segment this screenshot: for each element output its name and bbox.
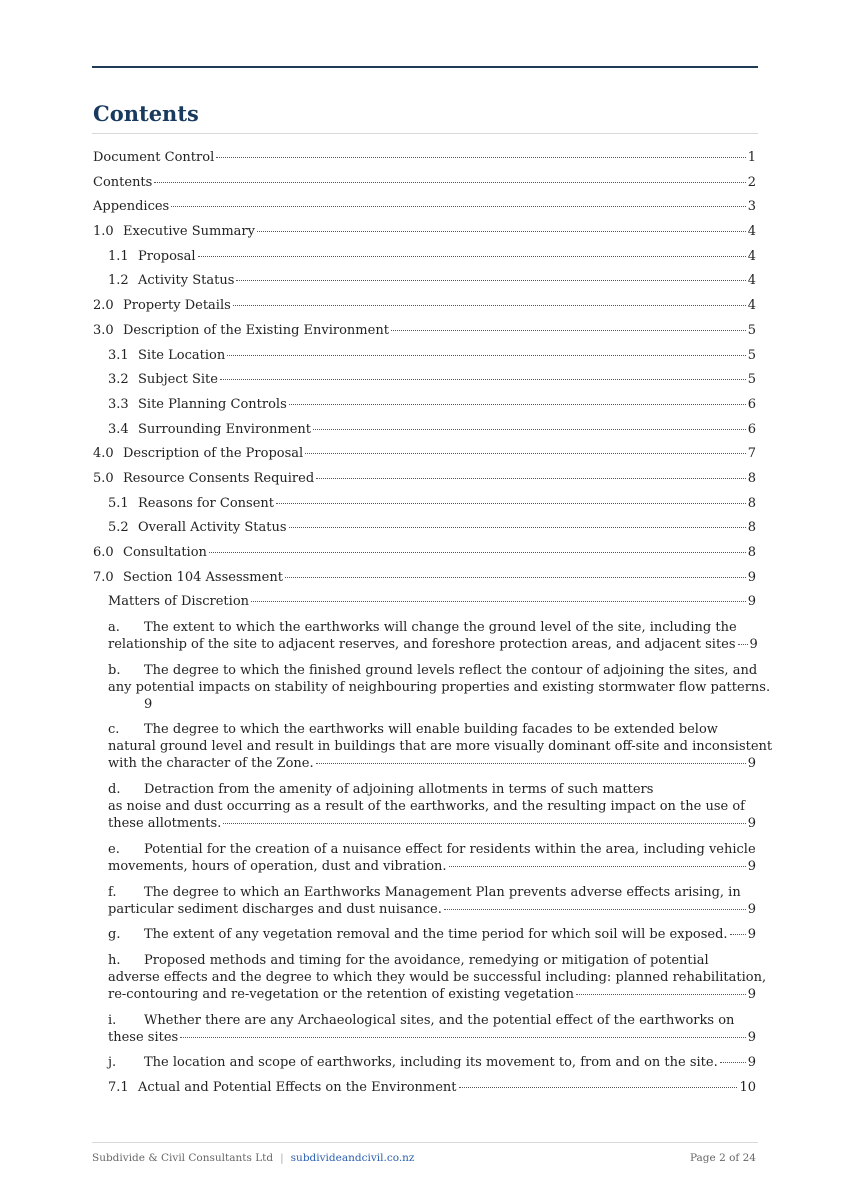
title-rule <box>92 133 758 134</box>
dot-leader <box>198 255 746 257</box>
dot-leader <box>180 1037 746 1038</box>
matter-entry[interactable] <box>93 841 756 875</box>
footer-website-link[interactable]: subdivideandcivil.co.nz <box>290 1152 415 1164</box>
toc-entry-number: 3.2 <box>108 372 129 388</box>
toc-entry[interactable] <box>93 471 756 487</box>
toc-entry[interactable] <box>93 1080 756 1096</box>
matter-line <box>108 755 756 772</box>
matter-letter: e. <box>108 841 120 857</box>
dot-leader <box>171 205 745 207</box>
matter-text: movements, hours of operation, dust and vibration. <box>108 858 447 874</box>
toc-entry-page: 10 <box>739 1079 756 1095</box>
matter-first-line <box>108 926 756 943</box>
matter-text: particular sediment discharges and dust nuisance. <box>108 901 442 917</box>
toc-entry-title <box>93 570 283 586</box>
toc-entry[interactable] <box>93 175 756 191</box>
matter-text: relationship of the site to adjacent reserves, and foreshore protection areas, and adjacent sites <box>108 637 736 653</box>
header-rule <box>92 66 758 68</box>
toc-entry[interactable] <box>93 150 756 166</box>
toc-entry[interactable] <box>93 397 756 413</box>
toc-entry-label: Actual and Potential Effects on the Environment <box>138 1079 457 1095</box>
matter-entry[interactable] <box>93 781 756 832</box>
toc-entry-title <box>93 471 314 487</box>
table-of-contents <box>93 150 773 1105</box>
toc-entry-title <box>93 199 169 215</box>
toc-entry-page: 5 <box>747 372 756 388</box>
toc-entry-number: 3.3 <box>108 396 129 412</box>
toc-entry-page: 8 <box>747 545 756 560</box>
toc-entry[interactable] <box>93 298 756 314</box>
toc-entry-label: Matters of Discretion <box>108 594 250 610</box>
matter-text: Proposed methods and timing for the avoidance, remedying or mitigation of potential <box>144 952 709 968</box>
dot-leader <box>720 1062 746 1063</box>
matter-page: 9 <box>747 816 756 832</box>
matter-entry[interactable] <box>93 1054 756 1071</box>
matter-text: natural ground level and result in buildings that are more visually dominant off-site and inconsistent <box>108 739 773 755</box>
toc-entry-title <box>108 422 311 438</box>
toc-entry-label: Activity Status <box>138 273 235 289</box>
toc-entry-number: 7.0 <box>93 569 114 585</box>
dot-leader <box>316 763 746 764</box>
matter-page: 9 <box>747 927 756 943</box>
toc-entry-page: 4 <box>747 273 756 289</box>
matter-letter: d. <box>108 782 121 798</box>
toc-entry[interactable] <box>93 496 756 512</box>
dot-leader <box>444 909 746 910</box>
toc-entry-title <box>108 520 287 536</box>
toc-entry-page: 6 <box>747 421 756 437</box>
toc-entry[interactable] <box>93 570 756 586</box>
toc-entry-page: 7 <box>747 446 756 462</box>
toc-entry-number: 4.0 <box>93 446 114 462</box>
toc-entry-title <box>93 545 207 561</box>
dot-leader <box>276 502 746 504</box>
toc-entry-label: Site Planning Controls <box>138 396 287 412</box>
matter-letter: g. <box>108 927 121 943</box>
footer-rule <box>92 1142 758 1143</box>
dot-leader <box>209 551 746 553</box>
toc-entry-label: Consultation <box>123 545 207 560</box>
matter-text: Whether there are any Archaeological sites, and the potential effect of the earthworks on <box>144 1012 735 1028</box>
matter-entry[interactable] <box>93 662 771 713</box>
toc-entry[interactable] <box>93 372 756 388</box>
toc-entry-page: 5 <box>747 347 756 363</box>
matter-text: with the character of the Zone. <box>108 756 314 772</box>
matter-page: 9 <box>749 637 758 653</box>
toc-entry-label: Surrounding Environment <box>138 421 311 437</box>
toc-entry[interactable] <box>93 545 756 561</box>
dot-leader <box>289 403 746 405</box>
toc-entry-label: Section 104 Assessment <box>123 569 283 585</box>
toc-entry[interactable] <box>93 273 756 289</box>
toc-entry-page: 4 <box>747 224 756 240</box>
matter-text: The degree to which the finished ground levels reflect the contour of adjoining the sites, and <box>144 662 758 678</box>
matter-line <box>108 1029 756 1046</box>
toc-entry-label: Appendices <box>93 199 170 215</box>
dot-leader <box>305 452 746 454</box>
matter-entry[interactable] <box>93 926 756 943</box>
matter-text: re-contouring and re-vegetation or the retention of existing vegetation <box>108 986 574 1002</box>
dot-leader <box>391 329 746 331</box>
toc-entry-label: Subject Site <box>138 372 218 388</box>
matter-text: The degree to which an Earthworks Management Plan prevents adverse effects arising, in <box>144 884 741 900</box>
toc-entry[interactable] <box>93 446 756 462</box>
toc-entry-number: 5.0 <box>93 470 114 486</box>
toc-entry-title <box>108 348 225 364</box>
toc-entry-page: 6 <box>747 396 756 412</box>
matter-page: 9 <box>747 901 756 917</box>
toc-entry-title <box>108 594 249 610</box>
toc-entry-page: 8 <box>747 520 756 536</box>
matter-line <box>108 986 756 1003</box>
toc-entry-number: 2.0 <box>93 298 114 314</box>
toc-entry[interactable] <box>93 249 756 265</box>
dot-leader <box>449 866 746 867</box>
toc-entry-label: Document Control <box>93 150 215 165</box>
toc-entry-page: 8 <box>747 470 756 486</box>
footer-page-number: Page 2 of 24 <box>689 1152 756 1164</box>
matter-line <box>108 679 771 696</box>
matter-first-line <box>108 781 756 798</box>
dot-leader <box>289 526 746 528</box>
dot-leader <box>233 304 746 306</box>
toc-entry-title <box>93 175 152 191</box>
matter-text: The location and scope of earthworks, including its movement to, from and on the site. <box>144 1055 718 1071</box>
toc-entry-page: 3 <box>747 199 756 215</box>
dot-leader <box>223 823 745 824</box>
matter-entry[interactable] <box>93 1012 756 1046</box>
toc-entry[interactable] <box>93 323 756 339</box>
dot-leader <box>576 994 746 995</box>
matter-first-line <box>108 1012 756 1029</box>
footer-separator: | <box>280 1152 284 1164</box>
matter-page: 9 <box>747 1029 756 1045</box>
toc-entry-number: 1.0 <box>93 224 114 240</box>
toc-entry-number: 3.1 <box>108 347 129 363</box>
matter-line <box>108 901 756 918</box>
toc-entry-number: 7.1 <box>108 1079 129 1095</box>
dot-leader <box>738 644 748 645</box>
toc-entry-number: 3.0 <box>93 322 114 338</box>
matter-page: 9 <box>747 1055 756 1071</box>
matter-text: Detraction from the amenity of adjoining allotments in terms of such matters <box>144 782 654 798</box>
matter-line <box>108 815 756 832</box>
matter-text: these sites <box>108 1029 179 1045</box>
dot-leader <box>227 354 746 356</box>
toc-entry-title <box>108 397 287 413</box>
matter-letter: a. <box>108 620 120 636</box>
matter-line <box>108 858 756 875</box>
matter-letter: f. <box>108 884 117 900</box>
toc-entry-number: 5.2 <box>108 520 129 536</box>
matter-entry[interactable] <box>93 721 773 772</box>
dot-leader <box>154 181 745 183</box>
toc-entry-page: 4 <box>747 248 756 264</box>
toc-entry[interactable] <box>93 594 756 610</box>
matter-page: 9 <box>747 986 756 1002</box>
toc-entry-label: Property Details <box>123 298 231 314</box>
toc-entry-title <box>93 298 231 314</box>
matter-text: any potential impacts on stability of neighbouring properties and existing stormwater flow patterns. <box>108 679 771 695</box>
matter-page: 9 <box>144 696 153 712</box>
dot-leader <box>236 279 745 281</box>
matter-text: adverse effects and the degree to which they would be successful including: planned rehabilitation, <box>108 969 767 985</box>
matter-entry[interactable] <box>93 884 756 918</box>
toc-entry-number: 5.1 <box>108 495 129 511</box>
matter-letter: c. <box>108 722 120 738</box>
matter-first-line <box>108 841 756 858</box>
dot-leader <box>216 156 745 158</box>
matter-line <box>108 636 756 653</box>
toc-entry-title <box>108 372 218 388</box>
matter-first-line <box>108 1054 756 1071</box>
matter-text: these allotments. <box>108 816 222 832</box>
toc-entry[interactable] <box>93 348 756 364</box>
toc-entry[interactable] <box>93 520 756 536</box>
matter-page: 9 <box>747 858 756 874</box>
matter-first-line <box>108 721 756 738</box>
toc-entry-number: 1.2 <box>108 273 129 289</box>
dot-leader <box>730 934 746 935</box>
toc-entry-number: 3.4 <box>108 421 129 437</box>
toc-entry-title <box>108 496 274 512</box>
dot-leader <box>313 428 746 430</box>
toc-entry-label: Executive Summary <box>123 224 255 240</box>
toc-entry-title <box>93 224 255 240</box>
matter-line <box>108 738 773 755</box>
toc-entry-page: 9 <box>747 594 756 610</box>
toc-entry-page: 4 <box>747 298 756 314</box>
toc-entry-label: Description of the Proposal <box>123 446 304 462</box>
toc-entry-page: 2 <box>747 174 756 190</box>
matter-entry[interactable] <box>93 619 756 653</box>
toc-entry-title <box>93 150 214 166</box>
matter-letter: j. <box>108 1055 117 1071</box>
toc-entry-title <box>93 446 303 462</box>
toc-entry-page: 8 <box>747 495 756 511</box>
matter-line <box>108 969 767 986</box>
page-footer <box>92 1152 756 1164</box>
matter-text: as noise and dust occurring as a result of the earthworks, and the resulting impact on the use of <box>108 799 745 815</box>
toc-entry-label: Resource Consents Required <box>123 470 315 486</box>
toc-entry-page: 5 <box>747 322 756 338</box>
matter-text: The extent of any vegetation removal and the time period for which soil will be exposed. <box>144 927 728 943</box>
matter-letter: i. <box>108 1012 117 1028</box>
toc-entry-label: Overall Activity Status <box>138 520 287 536</box>
matter-first-line <box>108 952 756 969</box>
toc-entry-label: Description of the Existing Environment <box>123 322 389 338</box>
toc-entry-title <box>108 249 196 265</box>
matter-line <box>108 798 756 815</box>
toc-entry-number: 6.0 <box>93 545 114 560</box>
dot-leader <box>220 378 746 380</box>
toc-entry[interactable] <box>93 422 756 438</box>
toc-entry-title <box>108 273 234 289</box>
matter-first-line <box>108 662 756 679</box>
toc-entry-page: 9 <box>747 569 756 585</box>
toc-entry-label: Contents <box>93 174 153 190</box>
toc-entry[interactable] <box>93 224 756 240</box>
toc-entry-title <box>108 1080 457 1096</box>
toc-entry-title <box>93 323 389 339</box>
dot-leader <box>285 576 746 578</box>
matter-letter: b. <box>108 662 121 678</box>
dot-leader <box>257 230 746 232</box>
matter-text: The extent to which the earthworks will change the ground level of the site, including the <box>144 620 737 636</box>
toc-entry-page: 1 <box>747 150 756 165</box>
toc-entry-label: Proposal <box>138 248 196 264</box>
matter-first-line <box>108 884 756 901</box>
page-title: Contents <box>93 101 199 126</box>
toc-entry-label: Site Location <box>138 347 226 363</box>
dot-leader <box>251 600 746 602</box>
matter-letter: h. <box>108 952 121 968</box>
dot-leader <box>316 477 746 479</box>
matter-text: The degree to which the earthworks will enable building facades to be extended below <box>144 722 718 738</box>
toc-entry-number: 1.1 <box>108 248 129 264</box>
matter-first-line <box>108 619 756 636</box>
footer-company: Subdivide & Civil Consultants Ltd <box>92 1152 274 1164</box>
matter-page: 9 <box>747 756 756 772</box>
dot-leader <box>459 1086 738 1088</box>
matter-text: Potential for the creation of a nuisance effect for residents within the area, including vehicle <box>144 841 756 857</box>
matter-entry[interactable] <box>93 952 767 1003</box>
toc-entry[interactable] <box>93 199 756 215</box>
toc-entry-label: Reasons for Consent <box>138 495 274 511</box>
